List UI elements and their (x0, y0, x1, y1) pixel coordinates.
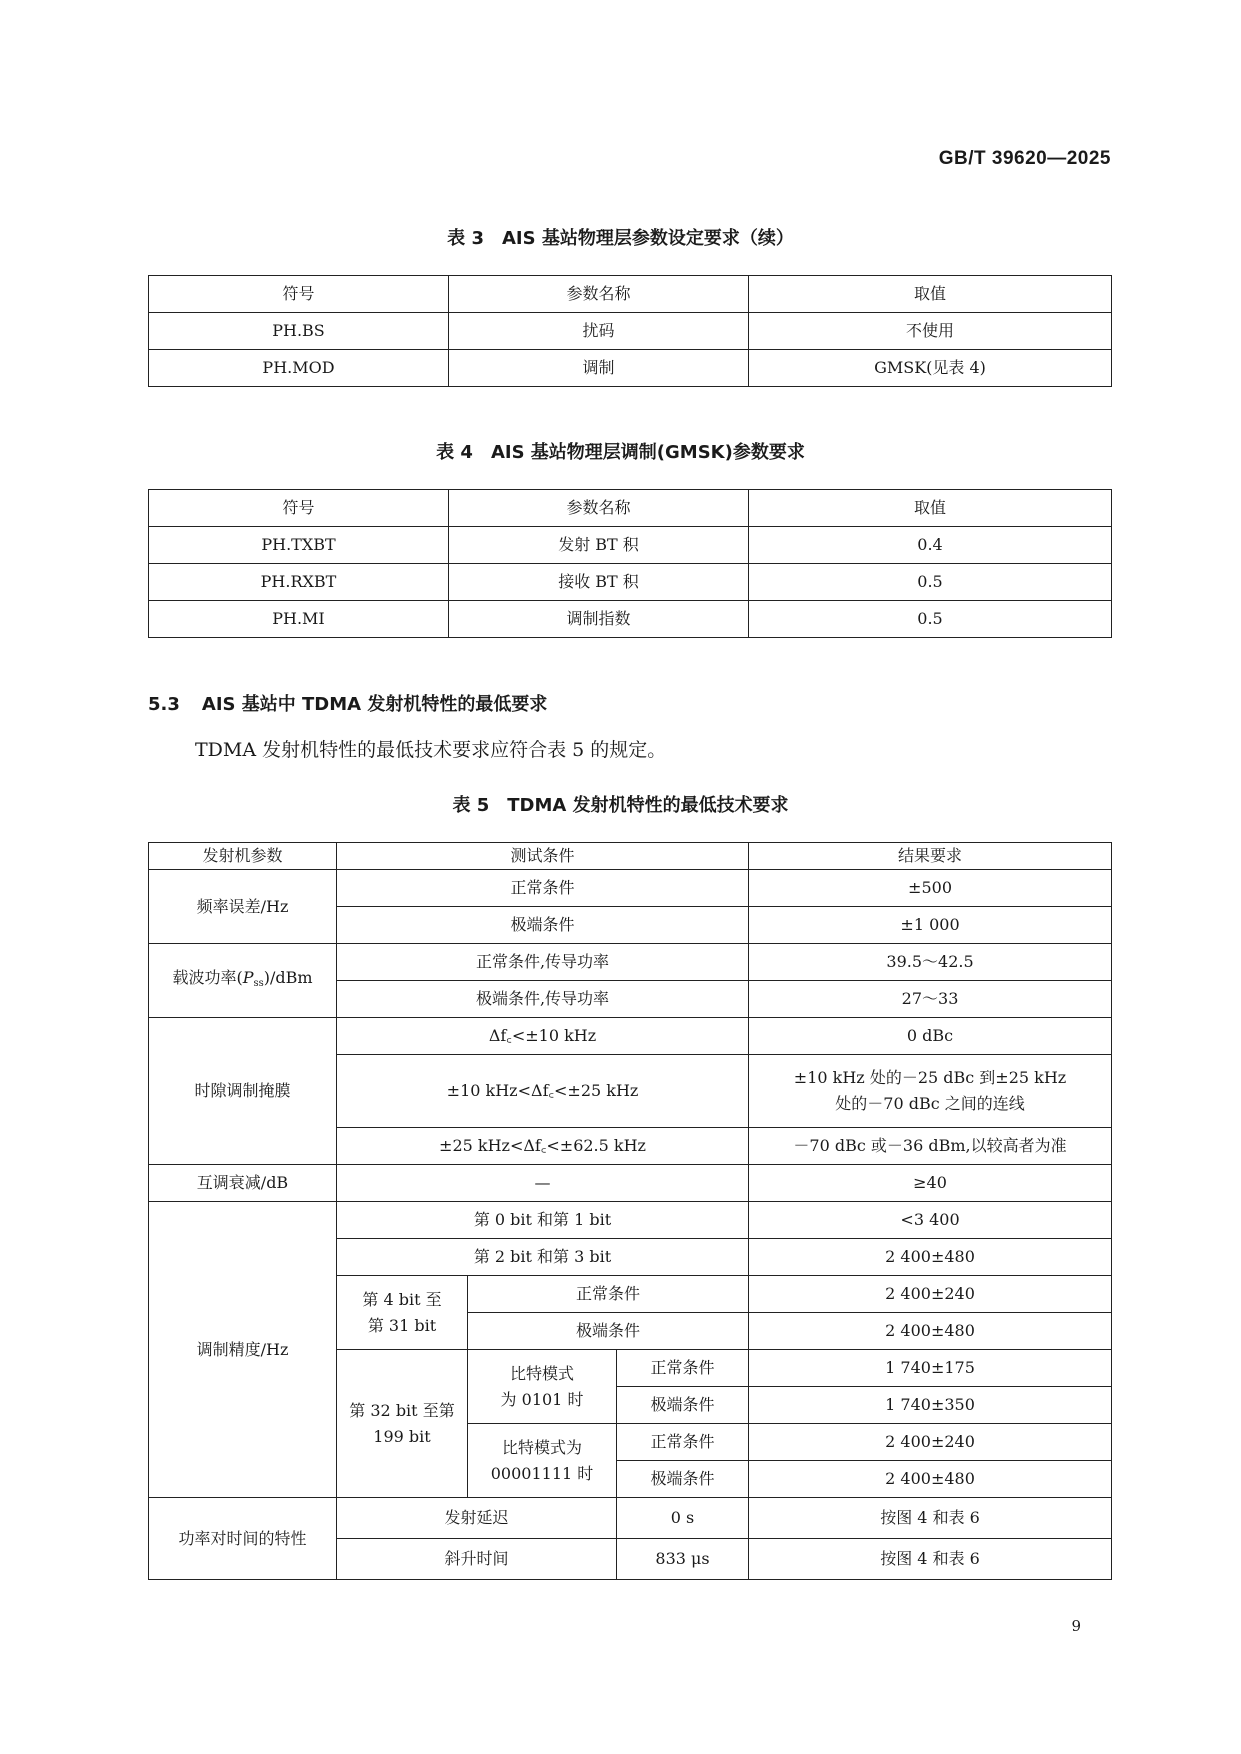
table-cell: ±500 (749, 870, 1112, 907)
table5-header-row (149, 843, 1112, 870)
table-cell: <3 400 (749, 1202, 1112, 1239)
section-paragraph: TDMA 发射机特性的最低技术要求应符合表 5 的规定。 (195, 739, 667, 761)
table-row (149, 1202, 1112, 1239)
table-cell: 27～33 (749, 981, 1112, 1018)
table-cell: 极端条件 (468, 1313, 749, 1350)
table-cell: 2 400±480 (749, 1461, 1112, 1498)
table3-caption-number: 表 3 (447, 228, 484, 249)
table-row (149, 1498, 1112, 1539)
table-cell (749, 1055, 1112, 1128)
section-number: 5.3 (148, 694, 180, 715)
pattern-00001111-group (468, 1424, 617, 1498)
table-cell: PH.RXBT (149, 564, 449, 601)
section-title: AIS 基站中 TDMA 发射机特性的最低要求 (201, 694, 548, 715)
table-cell: 发射延迟 (337, 1498, 617, 1539)
table4 (148, 489, 1112, 638)
group-line: 第 31 bit (367, 1315, 437, 1335)
mask-value-line: 处的－70 dBc 之间的连线 (835, 1094, 1025, 1113)
table5-caption-number: 表 5 (452, 795, 490, 816)
table-cell: ±1 000 (749, 907, 1112, 944)
table-cell: 极端条件,传导功率 (337, 981, 749, 1018)
table-cell: 正常条件 (468, 1276, 749, 1313)
table-cell: 833 μs (617, 1539, 749, 1580)
table-cell: 极端条件 (617, 1387, 749, 1424)
section-heading (148, 690, 547, 716)
table4-caption-title: AIS 基站物理层调制(GMSK)参数要求 (490, 442, 805, 463)
table4-caption (0, 438, 1241, 464)
table-cell: 0 s (617, 1498, 749, 1539)
table5-caption (0, 791, 1241, 817)
page-number: 9 (1071, 1617, 1081, 1635)
table5-caption-title: TDMA 发射机特性的最低技术要求 (507, 795, 789, 816)
table-cell: 1 740±175 (749, 1350, 1112, 1387)
pattern-0101-group (468, 1350, 617, 1424)
table-row (149, 313, 1112, 350)
group-line: 比特模式 (509, 1363, 574, 1383)
table-cell: ±10 kHz<Δf꜀<±25 kHz (337, 1055, 749, 1128)
table-cell: PH.MI (149, 601, 449, 638)
table-cell: 第 0 bit 和第 1 bit (337, 1202, 749, 1239)
group-line: 199 bit (373, 1426, 431, 1446)
table-cell: 极端条件 (337, 907, 749, 944)
bit4-31-group (337, 1276, 468, 1350)
group-line: 为 0101 时 (500, 1389, 584, 1409)
table4-header-cell: 参数名称 (449, 490, 749, 527)
table-row (149, 564, 1112, 601)
table4-header-row (149, 490, 1112, 527)
table-cell: 正常条件 (337, 870, 749, 907)
table-cell: 调制指数 (449, 601, 749, 638)
bit32-199-group (337, 1350, 468, 1498)
table-row (149, 527, 1112, 564)
group-line: 00001111 时 (490, 1463, 594, 1483)
table-row (149, 1165, 1112, 1202)
table-cell: 2 400±480 (749, 1313, 1112, 1350)
table-cell: 调制 (449, 350, 749, 387)
table-cell: 极端条件 (617, 1461, 749, 1498)
table3-caption (0, 224, 1241, 250)
table3-header-cell: 参数名称 (449, 276, 749, 313)
param-freq-error: 频率误差/Hz (149, 870, 337, 944)
table-row (149, 1018, 1112, 1055)
table-cell: ±25 kHz<Δf꜀<±62.5 kHz (337, 1128, 749, 1165)
table-cell: 接收 BT 积 (449, 564, 749, 601)
table4-header-cell: 符号 (149, 490, 449, 527)
carrier-power-prefix: 载波功率( (172, 967, 243, 987)
table-cell: GMSK(见表 4) (749, 350, 1112, 387)
param-carrier-power (149, 944, 337, 1018)
table-cell: 发射 BT 积 (449, 527, 749, 564)
table-cell: — (337, 1165, 749, 1202)
table3-header-cell: 取值 (749, 276, 1112, 313)
table-cell: 39.5～42.5 (749, 944, 1112, 981)
table-cell: 斜升时间 (337, 1539, 617, 1580)
table-cell: 按图 4 和表 6 (749, 1539, 1112, 1580)
table-cell: 扰码 (449, 313, 749, 350)
param-mod-accuracy: 调制精度/Hz (149, 1202, 337, 1498)
table-cell: Δf꜀<±10 kHz (337, 1018, 749, 1055)
param-slot-mask: 时隙调制掩膜 (149, 1018, 337, 1165)
table-cell: 0 dBc (749, 1018, 1112, 1055)
table4-header-cell: 取值 (749, 490, 1112, 527)
table5-header-cell: 发射机参数 (149, 843, 337, 870)
table3 (148, 275, 1112, 387)
mask-value-line: ±10 kHz 处的－25 dBc 到±25 kHz (793, 1068, 1067, 1087)
table-cell: 0.4 (749, 527, 1112, 564)
table-cell: 0.5 (749, 564, 1112, 601)
table-cell: 正常条件 (617, 1424, 749, 1461)
table-row (149, 870, 1112, 907)
standard-number: GB/T 39620—2025 (938, 148, 1111, 169)
group-line: 第 4 bit 至 (362, 1289, 442, 1309)
table-row (149, 944, 1112, 981)
table3-caption-title: AIS 基站物理层参数设定要求（续） (501, 228, 794, 249)
table-cell: 2 400±480 (749, 1239, 1112, 1276)
table-cell: PH.TXBT (149, 527, 449, 564)
table-cell: 按图 4 和表 6 (749, 1498, 1112, 1539)
carrier-power-suffix: )/dBm (263, 967, 313, 987)
table3-header-row (149, 276, 1112, 313)
table3-header-cell: 符号 (149, 276, 449, 313)
carrier-power-subscript: ss (253, 977, 264, 989)
group-line: 第 32 bit 至第 (349, 1400, 455, 1420)
table-cell: PH.BS (149, 313, 449, 350)
table4-caption-number: 表 4 (436, 442, 473, 463)
param-intermod: 互调衰减/dB (149, 1165, 337, 1202)
group-line: 比特模式为 (501, 1437, 582, 1457)
table5-header-cell: 结果要求 (749, 843, 1112, 870)
table-cell: －70 dBc 或－36 dBm,以较高者为准 (749, 1128, 1112, 1165)
table-cell: 不使用 (749, 313, 1112, 350)
table-row (149, 601, 1112, 638)
table-cell: ≥40 (749, 1165, 1112, 1202)
table5-header-cell: 测试条件 (337, 843, 749, 870)
table-row (149, 350, 1112, 387)
param-power-time: 功率对时间的特性 (149, 1498, 337, 1580)
table-cell: 2 400±240 (749, 1276, 1112, 1313)
table-cell: 1 740±350 (749, 1387, 1112, 1424)
table-cell: 2 400±240 (749, 1424, 1112, 1461)
table-cell: 正常条件,传导功率 (337, 944, 749, 981)
table-cell: 0.5 (749, 601, 1112, 638)
table-cell: 第 2 bit 和第 3 bit (337, 1239, 749, 1276)
table-cell: 正常条件 (617, 1350, 749, 1387)
carrier-power-symbol: P (242, 967, 254, 987)
table-cell: PH.MOD (149, 350, 449, 387)
table5 (148, 842, 1112, 1580)
